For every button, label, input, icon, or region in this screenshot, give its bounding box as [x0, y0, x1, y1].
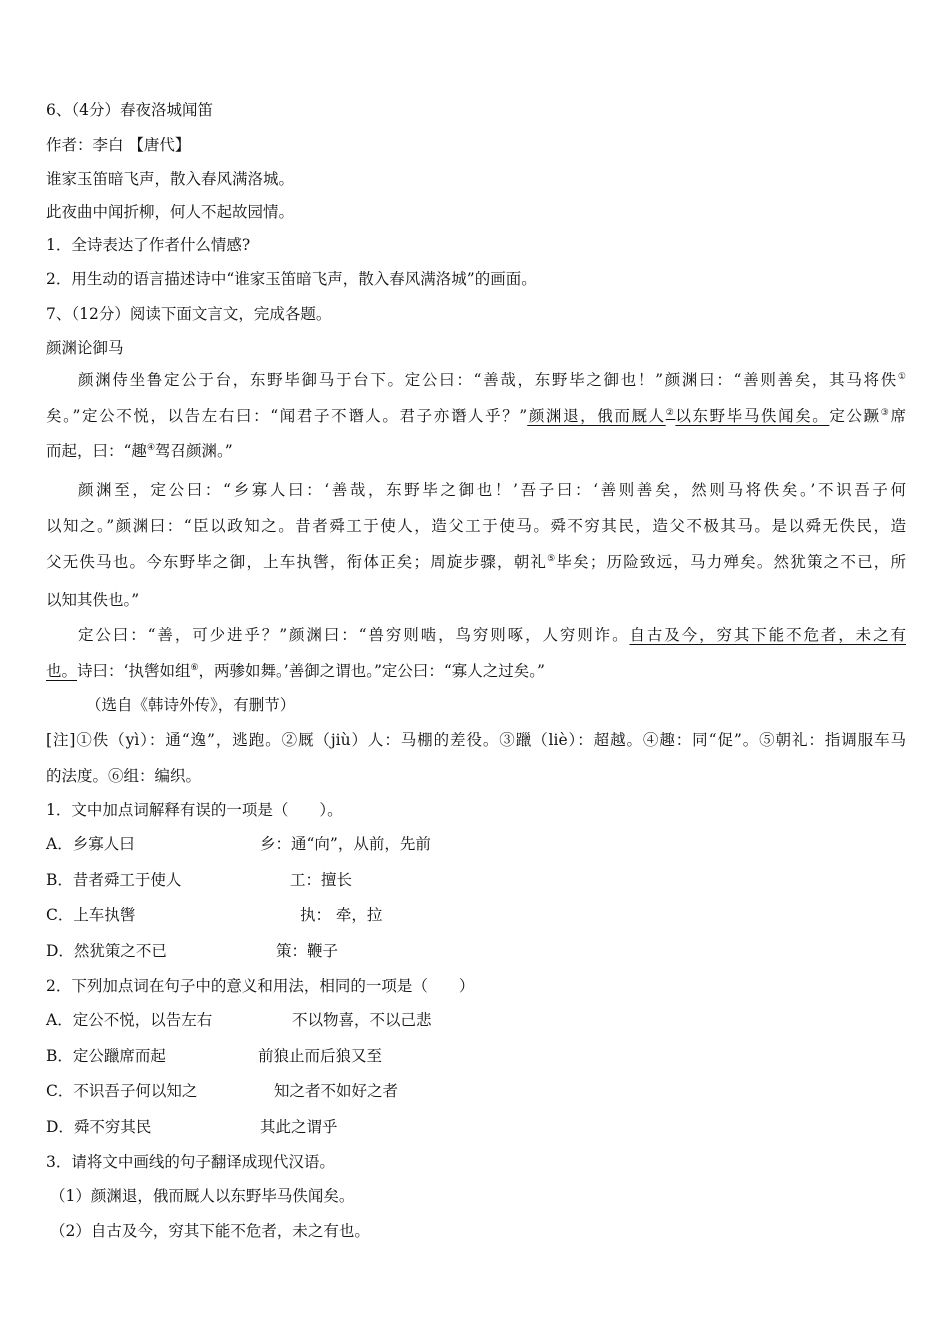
passage-title: 颜渊论御马: [46, 339, 124, 357]
notes-line-2: 的法度。⑥组：编织。: [46, 767, 202, 785]
underlined-sentence-1a: 颜渊退，俄而厩人: [527, 407, 666, 425]
passage-p1-line1: 颜渊侍坐鲁定公于台，东野毕御马于台下。定公曰：“善哉，东野毕之御也！”颜渊曰：“善则善矣，其马将佚①: [78, 371, 906, 389]
passage-p2-line3: 父无佚马也。今东野毕之御，上车执辔，衔体正矣；周旋步骤，朝礼⑤毕矣；历险致远，马力殚矣。然犹策之不已，所: [46, 553, 906, 571]
underlined-sentence-2a: 自古及今，穷其下能不危者，未之有: [629, 626, 906, 644]
q7-s3-item-1: （1）颜渊退，俄而厩人以东野毕马佚闻矣。: [50, 1187, 355, 1205]
q7-sub-question-1: 1．文中加点词解释有误的一项是（ ）。: [46, 801, 343, 819]
q7-s2-option-d: D．舜不穷其民 其此之谓乎: [46, 1118, 338, 1136]
q7-s1-option-a: A．乡寡人曰 乡：通“向”，从前，先前: [46, 835, 431, 853]
poem-line-1: 谁家玉笛暗飞声，散入春风满洛城。: [46, 170, 295, 188]
q7-sub-question-3: 3．请将文中画线的句子翻译成现代汉语。: [46, 1153, 335, 1171]
passage-source: （选自《韩诗外传》，有删节）: [86, 696, 296, 714]
q7-s2-option-c: C．不识吾子何以知之 知之者不如好之者: [46, 1082, 399, 1100]
q7-s1-option-c: C．上车执辔 执： 牵，拉: [46, 906, 383, 924]
poem-line-2: 此夜曲中闻折柳，何人不起故园情。: [46, 203, 295, 221]
q7-s2-option-b: B．定公躐席而起 前狼止而后狼又至: [46, 1047, 383, 1065]
poem-author: 作者：李白 【唐代】: [46, 136, 191, 154]
passage-p1-line2: 矣。”定公不悦，以告左右曰：“闻君子不谮人。君子亦谮人乎？”颜渊退，俄而厩人②以东野毕马佚闻矣。定公蹶③席: [46, 407, 906, 425]
q6-sub-question-1: 1．全诗表达了作者什么情感?: [46, 236, 251, 254]
q7-sub-question-2: 2．下列加点词在句子中的意义和用法，相同的一项是（ ）: [46, 977, 475, 995]
underlined-sentence-2b: 也。: [46, 662, 78, 680]
notes-line-1: [注]①佚（yì）：通“逸”，逃跑。②厩（jiù）人：马棚的差役。③躐（liè）：超越。④趣：同“促”。⑤朝礼：指调服车马: [46, 731, 906, 749]
q7-s3-item-2: （2）自古及今，穷其下能不危者，未之有也。: [50, 1222, 370, 1240]
q7-s1-option-d: D．然犹策之不已 策：鞭子: [46, 942, 339, 960]
underlined-sentence-1b: 以东野毕马佚闻矣。: [675, 407, 830, 425]
q7-title: 7、（12分）阅读下面文言文，完成各题。: [46, 305, 332, 323]
passage-p2-line2: 以知之。”颜渊曰：“臣以政知之。昔者舜工于使人，造父工于使马。舜不穷其民，造父不极其马。是以舜无佚民，造: [46, 517, 906, 535]
passage-p1-line3: 而起，曰：“趣④驾召颜渊。”: [46, 442, 233, 460]
q6-title: 6、（4分）春夜洛城闻笛: [46, 101, 213, 119]
passage-p3-line2: 也。诗曰：‘执辔如组⑥，两骖如舞。’善御之谓也。”定公曰：“寡人之过矣。”: [46, 662, 545, 680]
passage-p3-line1: 定公曰：“善，可少进乎？”颜渊曰：“兽穷则啮，鸟穷则啄，人穷则诈。自古及今，穷其下能不危者，未之有: [78, 626, 906, 644]
passage-p2-line4: 以知其佚也。”: [46, 591, 140, 609]
q7-s2-option-a: A．定公不悦，以告左右 不以物喜，不以己悲: [46, 1011, 432, 1029]
q6-sub-question-2: 2．用生动的语言描述诗中“谁家玉笛暗飞声，散入春风满洛城”的画面。: [46, 270, 537, 288]
passage-p2-line1: 颜渊至，定公曰：“乡寡人曰：‘善哉，东野毕之御也！’吾子曰：‘善则善矣，然则马将佚矣。’不识吾子何: [78, 481, 906, 499]
q7-s1-option-b: B．昔者舜工于使人 工：擅长: [46, 871, 353, 889]
